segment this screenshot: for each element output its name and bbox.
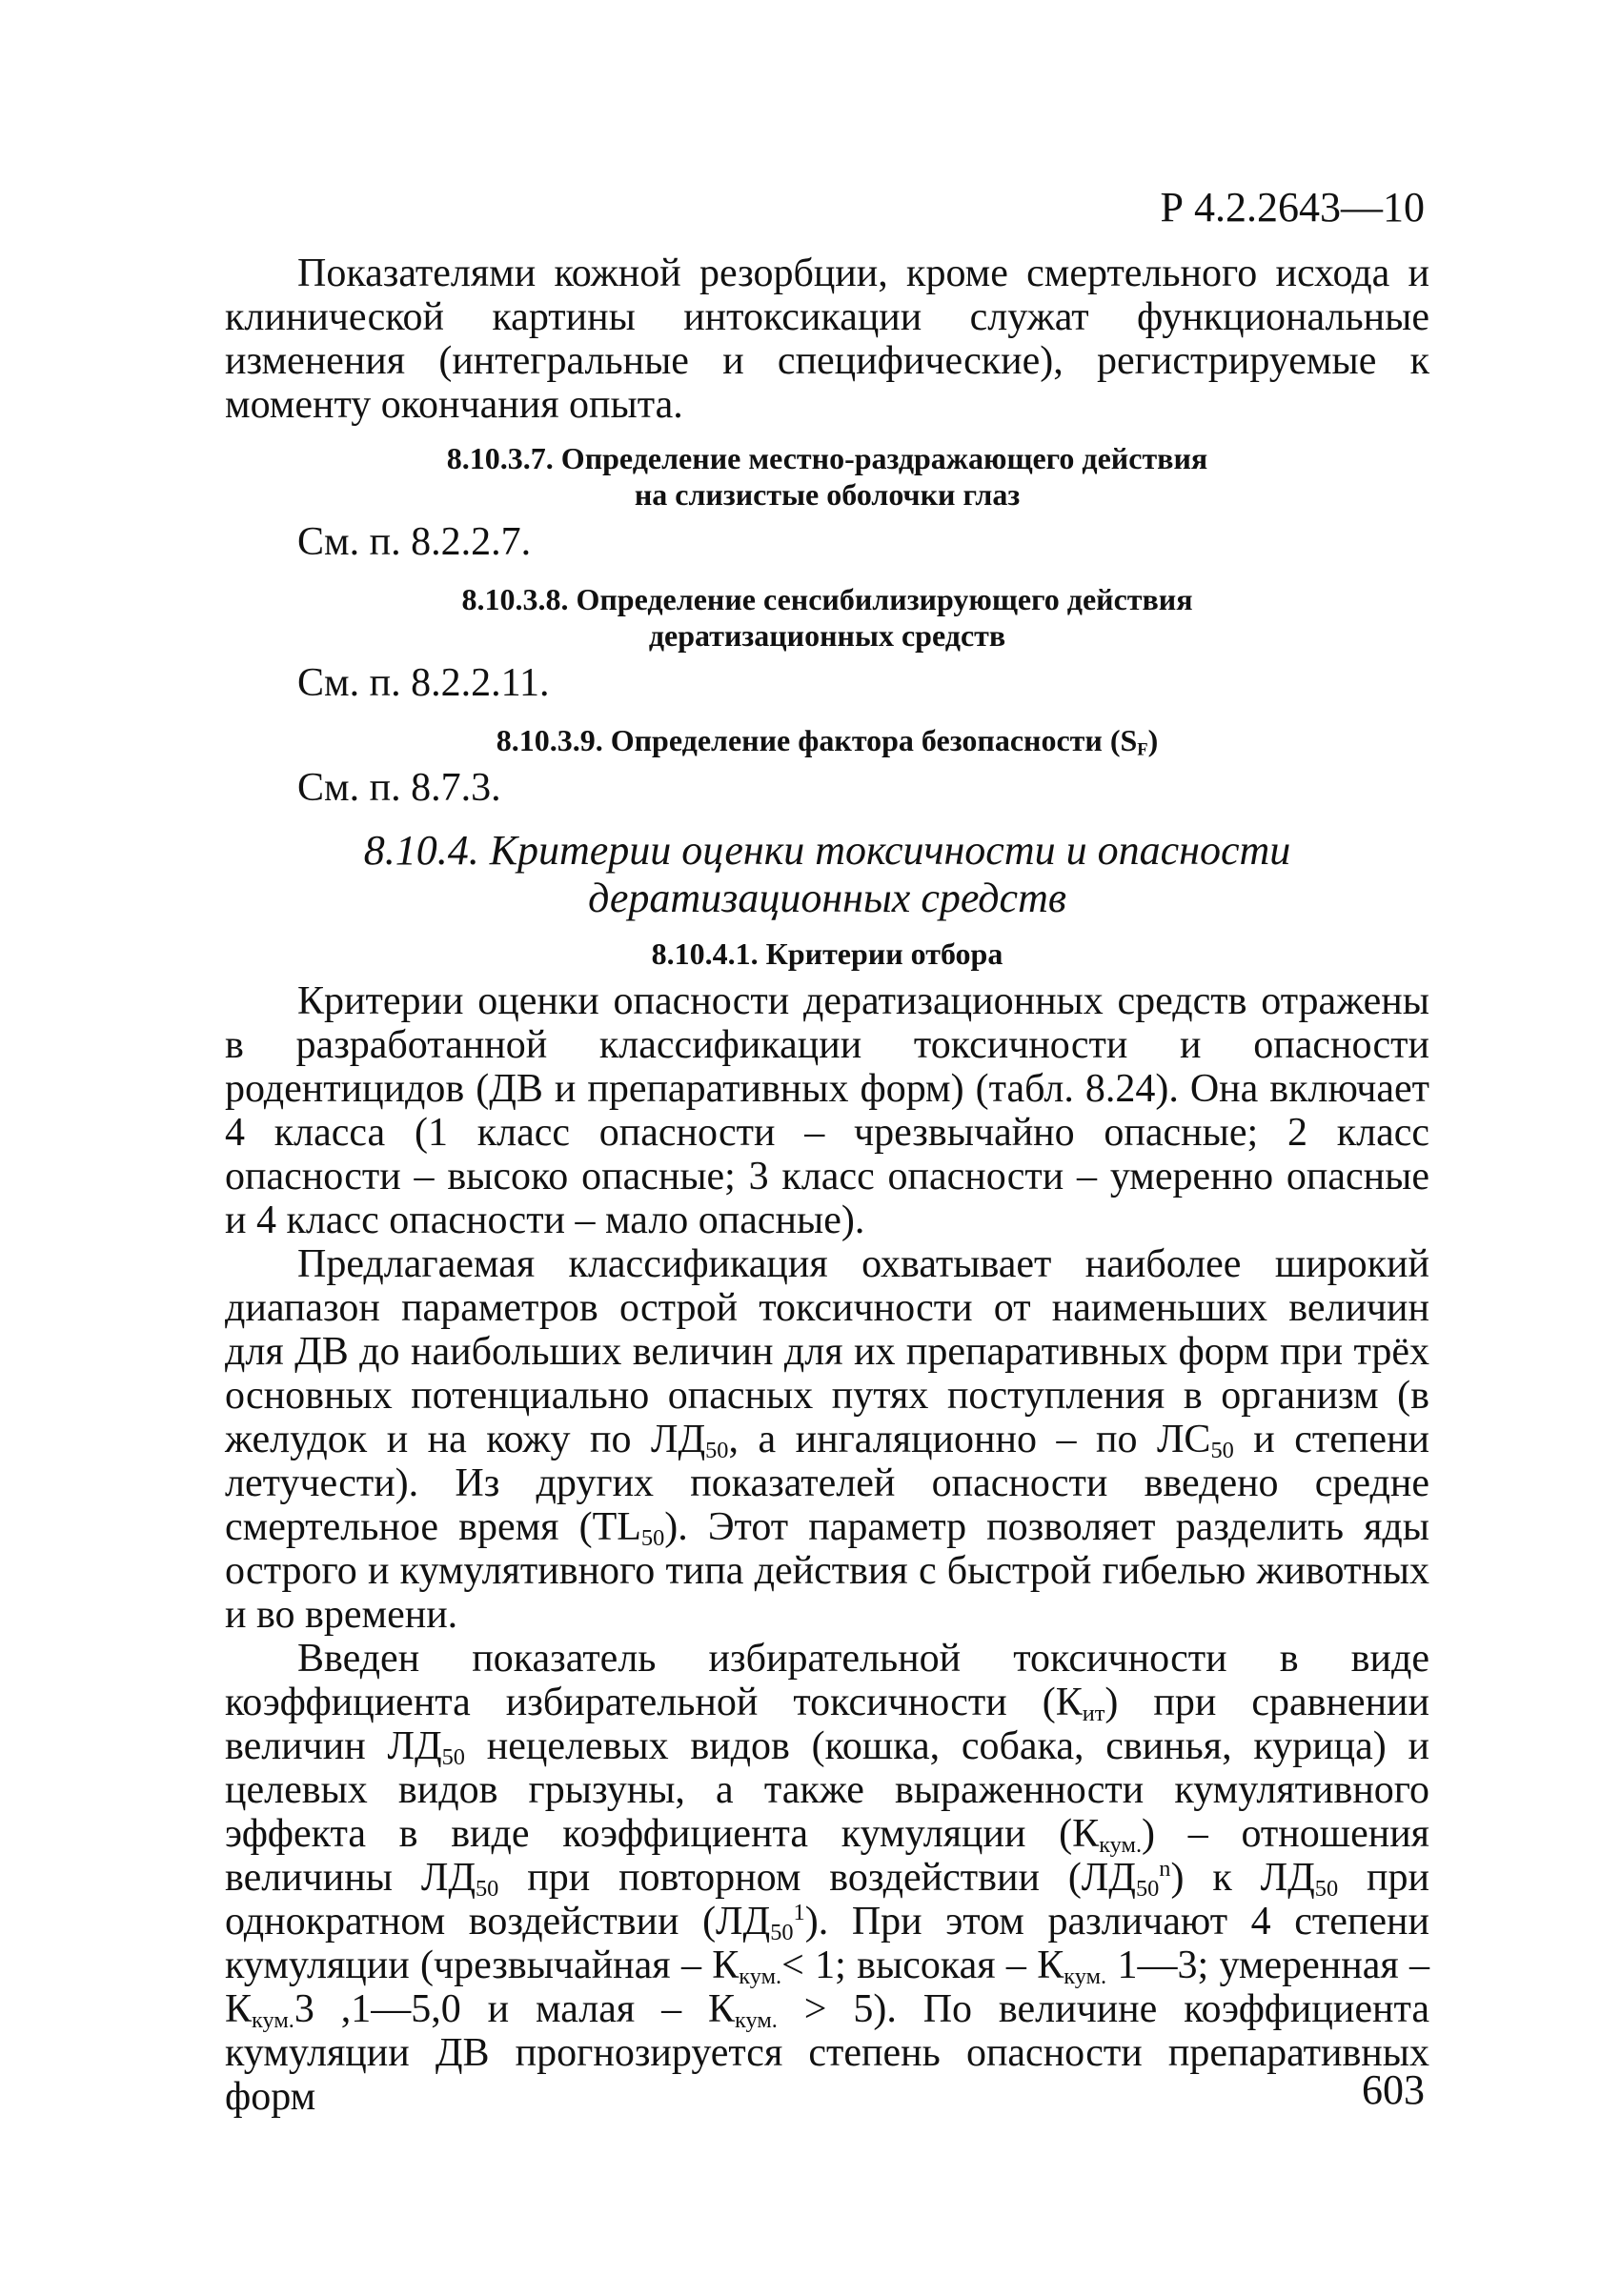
- heading-text-end: ): [1147, 723, 1159, 757]
- paragraph-classification: Предлагаемая классификация охватывает наиболее широкий диапазон параметров острой токсичности от наименьших величин для ДВ до наибольших величин для их препаративных форм при трёх основных потенциально опасных путях поступления в организм (в желудок и на кожу по $ЛД_{50}$, а ингаляционно – по $ЛС_{50}$ и степени летучести). Из других показателей опасности введено средне смертельное время $(TL_{50})$. Этот параметр позволяет разделить яды острого и кумулятивного типа действия с быстрой гибелью животных и во времени.: [225, 1242, 1430, 1637]
- heading-line: 8.10.4. Критерии оценки токсичности и опасности: [363, 827, 1291, 874]
- heading-line: на слизистые оболочки глаз: [634, 477, 1021, 512]
- section-heading-8-10-3-8: [225, 581, 1429, 654]
- paragraph-criteria: Критерии оценки опасности дератизационных средств отражены в разработанной классификации токсичности и опасности родентицидов (ДВ и препаративных форм) (табл. 8.24). Она включает 4 класса (1 класс опасности – чрезвычайно опасные; 2 класс опасности – высоко опасные; 3 класс опасности – умеренно опасные и 4 класс опасности – мало опасные).: [225, 979, 1429, 1242]
- section-reference: См. п. 8.7.3.: [297, 766, 501, 810]
- heading-line: дератизационных средств: [588, 875, 1066, 921]
- heading-text: 8.10.3.9. Определение фактора безопасности (S: [496, 723, 1138, 757]
- page-number: 603: [1362, 2066, 1425, 2113]
- intro-paragraph: Показателями кожной резорбции, кроме смертельного исхода и клинической картины интоксикации служат функциональные изменения (интегральные и специфические), регистрируемые к моменту окончания опыта.: [225, 252, 1429, 427]
- section-reference: См. п. 8.2.2.7.: [297, 520, 532, 564]
- section-heading-8-10-4: [225, 827, 1429, 922]
- heading-line: 8.10.3.8. Определение сенсибилизирующего действия: [461, 582, 1193, 616]
- document-code: Р 4.2.2643—10: [1160, 184, 1425, 231]
- section-reference: См. п. 8.2.2.11.: [297, 661, 550, 705]
- heading-subscript: F: [1137, 739, 1148, 760]
- subsection-heading-8-10-4-1: 8.10.4.1. Критерии отбора: [651, 937, 1003, 971]
- paragraph-selective-toxicity: Введен показатель избирательной токсичности в виде коэффициента избирательной токсичности $(К_{ит})$ при сравнении величин $ЛД_{50}$ нецелевых видов (кошка, собака, свинья, курица) и целевых видов грызуны, а также выраженности кумулятивного эффекта в виде коэффициента кумуляции $(К_{кум.})$ – отношения величины $ЛД_{50}$ при повторном воздействии $(ЛД_{50}^n)$ к $ЛД_{50}$ при однократном воздействии $(ЛД_{50}^1)$. При этом различают 4 степени кумуляции (чрезвычайная – $К_{кум.}< 1$; высокая – $К_{кум.}$ 1—3; умеренная – $К_{кум.}3$ ,1—5,0 и малая – $К_{кум.} > 5$). По величине коэффициента кумуляции ДВ прогнозируется степень опасности препаративных форм: [225, 1637, 1429, 2119]
- section-heading-8-10-3-7: [225, 440, 1429, 513]
- page-content: [225, 252, 1429, 2119]
- section-heading-8-10-3-9: [225, 722, 1429, 758]
- heading-line: 8.10.3.7. Определение местно-раздражающего действия: [446, 441, 1208, 475]
- heading-line: дератизационных средств: [648, 618, 1006, 653]
